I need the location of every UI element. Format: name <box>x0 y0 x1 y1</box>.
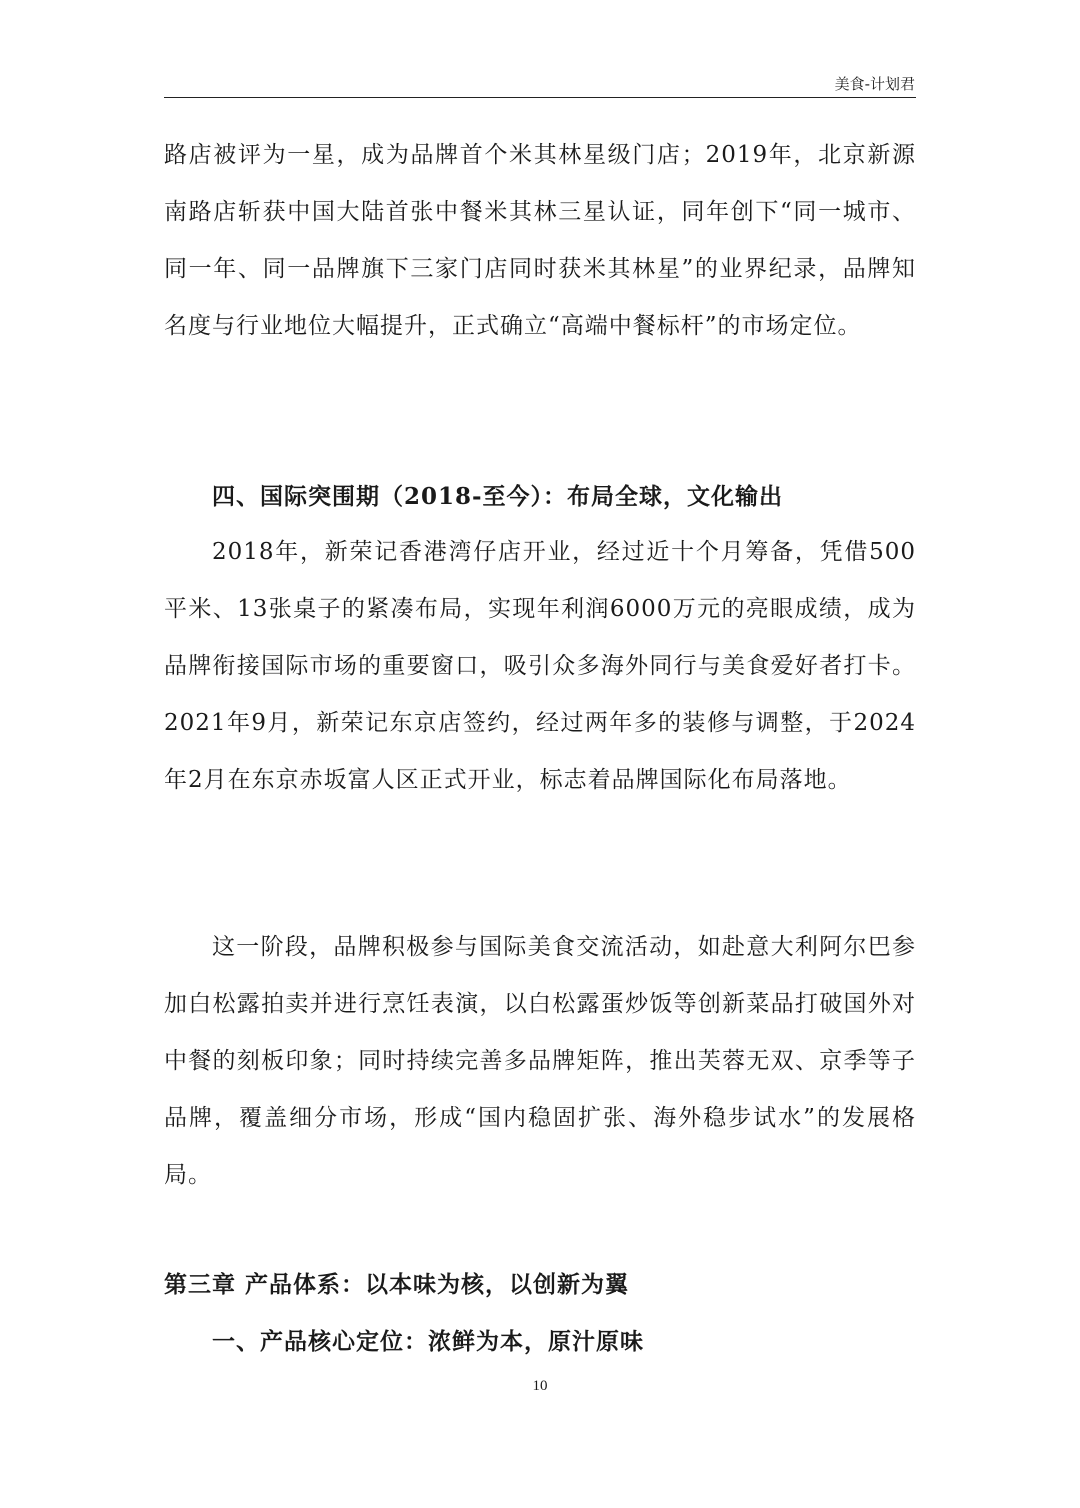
header-divider <box>164 97 916 98</box>
running-header: 美食-计划君 <box>834 75 915 93</box>
paragraph-michelin-stars: 路店被评为一星，成为品牌首个米其林星级门店；2019年，北京新源南路店斩获中国大陆首张中餐米其林三星认证，同年创下“同一城市、同一年、同一品牌旗下三家门店同时获米其林星”的业界纪录，品牌知名度与行业地位大幅提升，正式确立“高端中餐标杆”的市场定位。 <box>164 142 916 339</box>
page-number: 10 <box>532 1378 548 1394</box>
paragraph-brand-matrix: 这一阶段，品牌积极参与国际美食交流活动，如赴意大利阿尔巴参加白松露拍卖并进行烹饪表演，以白松露蛋炒饭等创新菜品打破国外对中餐的刻板印象；同时持续完善多品牌矩阵，推出芙蓉无双、京季等子品牌，覆盖细分市场，形成“国内稳固扩张、海外稳步试水”的发展格局。 <box>164 934 916 1188</box>
chapter-title: 第三章 产品体系：以本味为核，以创新为翼 <box>164 1271 630 1298</box>
section-heading-international: 四、国际突围期（2018-至今）：布局全球，文化输出 <box>212 483 784 510</box>
paragraph-overseas-stores: 2018年，新荣记香港湾仔店开业，经过近十个月筹备，凭借500平米、13张桌子的紧凑布局，实现年利润6000万元的亮眼成绩，成为品牌衔接国际市场的重要窗口，吸引众多海外同行与美食爱好者打卡。2021年9月，新荣记东京店签约，经过两年多的装修与调整，于2024年2月在东京赤坂富人区正式开业，标志着品牌国际化布局落地。 <box>164 539 916 793</box>
subsection-heading-positioning: 一、产品核心定位：浓鲜为本，原汁原味 <box>212 1328 644 1355</box>
